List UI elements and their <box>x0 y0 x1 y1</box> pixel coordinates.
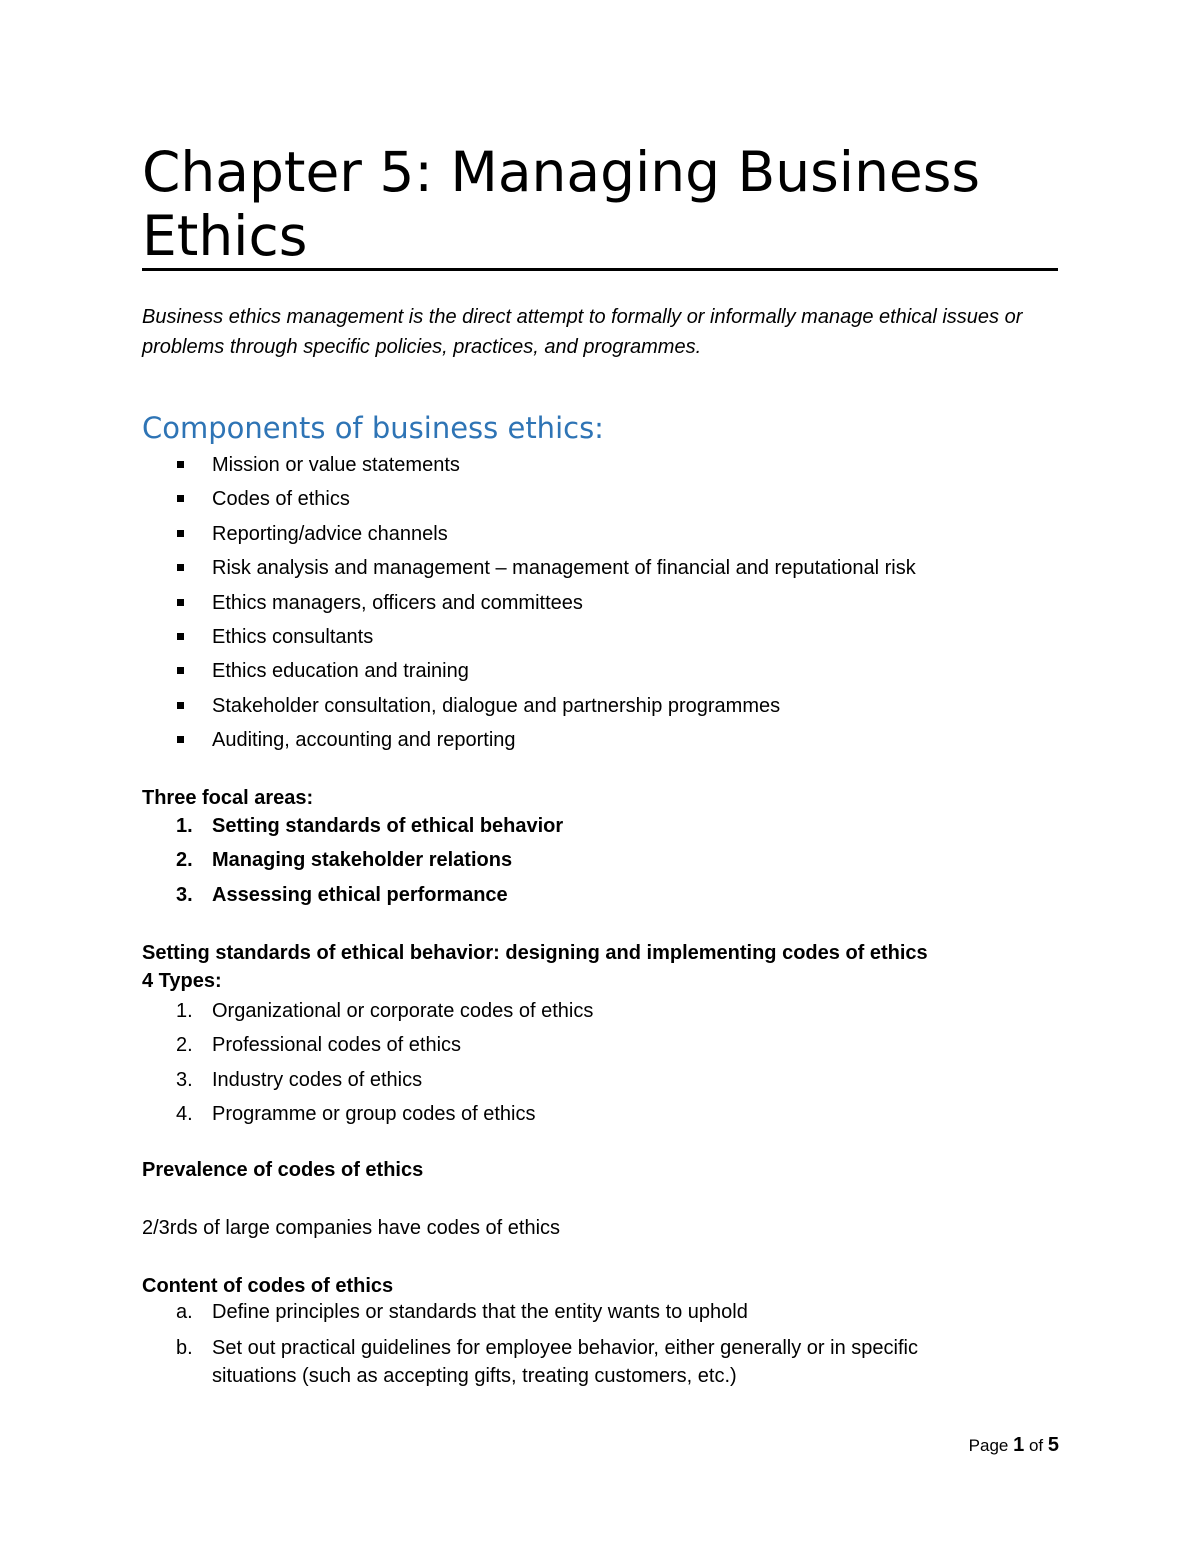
list-item: b. Set out practical guidelines for employee behavior, either generally or in specific situations (such as accepting gifts, treating customers, etc.) <box>176 1337 918 1387</box>
intro-paragraph: Business ethics management is the direct attempt to formally or informally manage ethical issues or problems through specific policies, practices, and programmes. <box>142 306 1023 358</box>
page-number-footer: Page 1 of 5 <box>968 1434 1059 1456</box>
list-item: Ethics consultants <box>0 622 916 656</box>
prevalence-text: 2/3rds of large companies have codes of ethics <box>142 1217 561 1239</box>
list-item: Risk analysis and management – management of financial and reputational risk <box>0 553 916 587</box>
square-bullet-icon <box>177 599 184 606</box>
list-item: 4. Programme or group codes of ethics <box>176 1103 536 1126</box>
page-title: Chapter 5: Managing Business Ethics <box>142 140 981 268</box>
square-bullet-icon <box>177 736 184 743</box>
square-bullet-icon <box>177 495 184 502</box>
list-item: 3. Industry codes of ethics <box>176 1068 423 1091</box>
list-item: a. Define principles or standards that the entity wants to uphold <box>176 1301 748 1323</box>
standards-heading: Setting standards of ethical behavior: designing and implementing codes of ethics <box>142 942 928 964</box>
focal-areas-heading: Three focal areas: <box>142 787 314 809</box>
list-item: 1. Organizational or corporate codes of ethics <box>176 1000 594 1022</box>
square-bullet-icon <box>177 461 184 468</box>
components-heading: Components of business ethics: <box>142 411 604 445</box>
list-item: 1. Setting standards of ethical behavior <box>176 815 564 837</box>
list-item: 2. Professional codes of ethics <box>176 1034 462 1057</box>
list-item: Reporting/advice channels <box>0 519 916 553</box>
square-bullet-icon <box>177 667 184 674</box>
content-heading: Content of codes of ethics <box>142 1275 394 1297</box>
list-item: Stakeholder consultation, dialogue and partnership programmes <box>0 691 916 725</box>
types-heading: 4 Types: <box>142 970 222 992</box>
focal-areas-list <box>0 811 563 914</box>
components-list <box>0 450 916 760</box>
prevalence-heading: Prevalence of codes of ethics <box>142 1159 424 1181</box>
content-list <box>0 1298 992 1398</box>
list-item: Ethics managers, officers and committees <box>0 588 916 622</box>
square-bullet-icon <box>177 564 184 571</box>
list-item: Mission or value statements <box>0 450 916 484</box>
list-item: Auditing, accounting and reporting <box>0 725 916 759</box>
square-bullet-icon <box>177 702 184 709</box>
types-list <box>0 996 593 1134</box>
title-underline <box>142 268 1058 271</box>
square-bullet-icon <box>177 633 184 640</box>
list-item: 3. Assessing ethical performance <box>176 883 508 906</box>
list-item: 2. Managing stakeholder relations <box>176 849 513 872</box>
list-item: Codes of ethics <box>0 484 916 518</box>
square-bullet-icon <box>177 530 184 537</box>
list-item: Ethics education and training <box>0 656 916 690</box>
